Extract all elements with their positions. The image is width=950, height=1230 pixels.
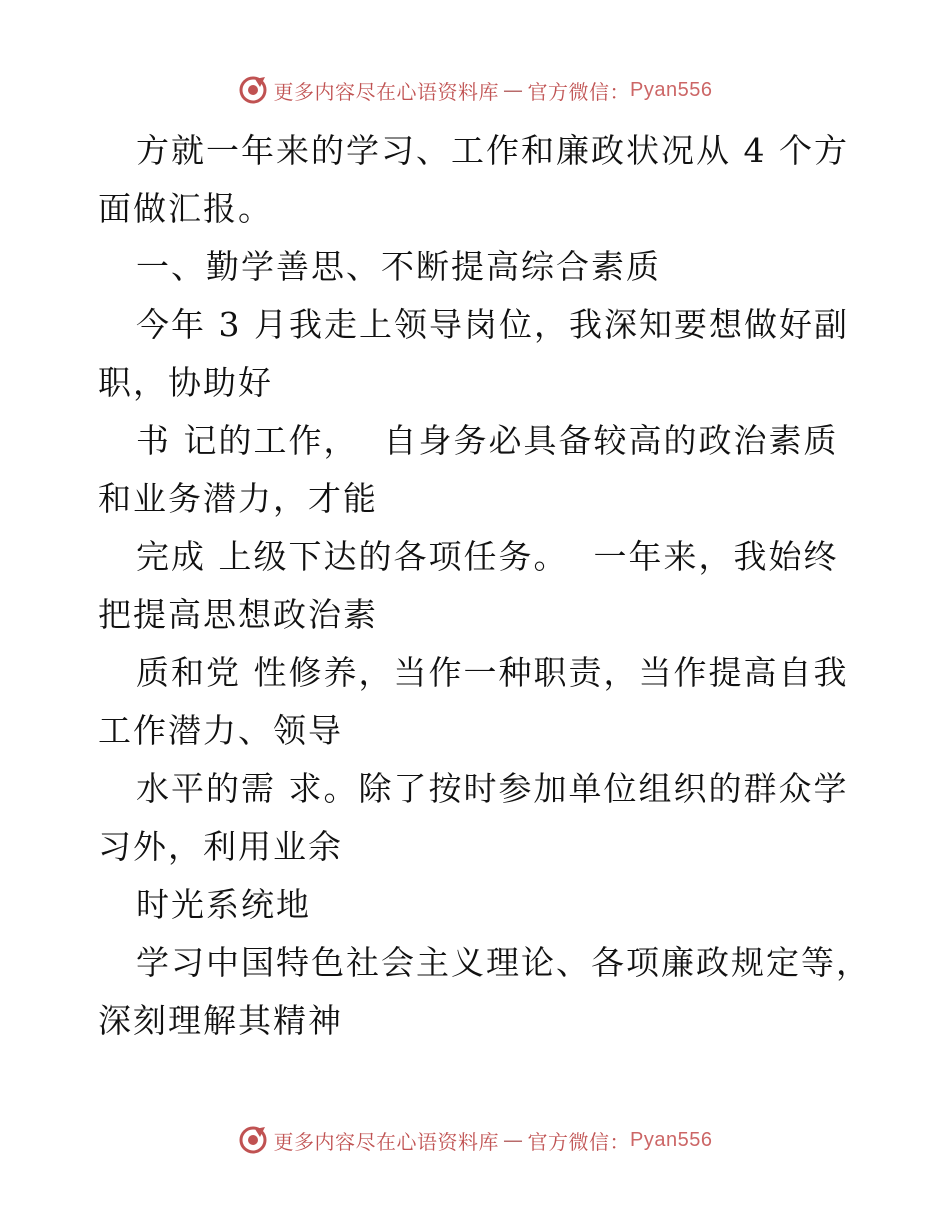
text-line: 水平的需 求。除了按时参加单位组织的群众学: [136, 769, 849, 808]
watermark-label: 官方微信：: [527, 1129, 631, 1154]
text-line: 和业务潜力，才能: [98, 479, 378, 518]
watermark-handle: Pyan556: [630, 78, 713, 101]
watermark-handle: Pyan556: [630, 1128, 713, 1151]
watermark-separator: —: [503, 1128, 524, 1152]
brand-logo-icon: [238, 1125, 268, 1155]
footer-watermark: [0, 1120, 950, 1160]
text-line: 完成 上级下达的各项任务。 一年来，我始终: [136, 537, 839, 576]
text-line: 面做汇报。: [98, 189, 273, 228]
header-watermark: [0, 70, 950, 110]
text-line: 时光系统地: [136, 885, 311, 924]
text-line: 职，协助好: [98, 363, 273, 402]
text-line: 深刻理解其精神: [98, 1001, 343, 1040]
watermark-text: 更多内容尽在心语资料库: [273, 79, 500, 104]
text-line: 书 记的工作， 自身务必具备较高的政治素质: [136, 421, 839, 460]
brand-logo-icon: [238, 75, 268, 105]
watermark-text: 更多内容尽在心语资料库: [273, 1129, 500, 1154]
watermark-label: 官方微信：: [527, 79, 631, 104]
text-line: 把提高思想政治素: [98, 595, 378, 634]
text-line: 学习中国特色社会主义理论、各项廉政规定等，: [136, 943, 871, 982]
text-line: 今年 3 月我走上领导岗位，我深知要想做好副: [136, 305, 849, 344]
watermark-separator: —: [503, 78, 524, 102]
section-heading: 一、勤学善思、不断提高综合素质: [136, 247, 661, 286]
text-line: 质和党 性修养，当作一种职责，当作提高自我: [136, 653, 849, 692]
text-line: 方就一年来的学习、工作和廉政状况从 4 个方: [136, 131, 849, 170]
text-line: 习外，利用业余: [98, 827, 343, 866]
text-line: 工作潜力、领导: [98, 711, 343, 750]
document-body: [98, 122, 871, 1050]
